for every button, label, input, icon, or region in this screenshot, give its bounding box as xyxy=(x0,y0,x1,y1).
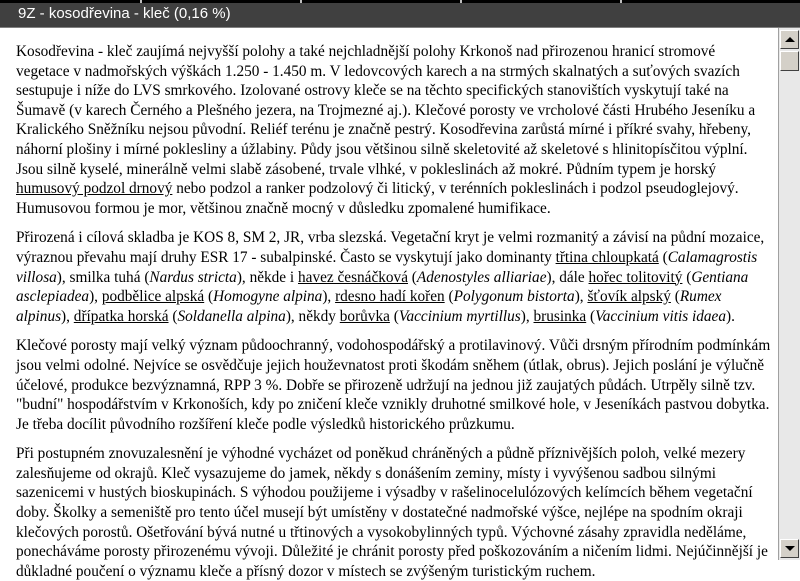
latin-name: Rumex alpinus xyxy=(16,288,722,325)
tab-separator xyxy=(620,0,622,3)
tab-separator xyxy=(460,0,462,3)
window-title: 9Z - kosodřevina - kleč (0,16 %) xyxy=(18,5,231,22)
paragraph-3: Klečové porosty mají velký význam půdoochranný, vodohospodářský a protilavinový. Vůči drsným přírodním podmínkám jsou velmi odolné. Nejvíce se osvědčuje jejich houževnatost proti škodám sněhem (útlak, obrus). Jejich poslání je výlučně účelové, produkce bezvýznamná, RPP 3 %. Dobře se přirozeně udržují na jednou již zaujatých půdách. Utrpěly silně tzv. "budní" hospodářstvím v Krkonoších, kdy po zničení kleče vznikly druhotné smilkové hole, v Jeseníkách pastvou dobytka. Je třeba docílit původního rozšíření kleče podle výsledků historického průzkumu. xyxy=(16,337,771,433)
paragraph-text: ( xyxy=(658,248,668,266)
latin-name: Adenostyles alliariae xyxy=(416,268,547,286)
paragraph-text: ( xyxy=(682,268,692,286)
link-trtina-chloupkata[interactable]: třtina chloupkatá xyxy=(555,248,659,266)
latin-name: Polygonum bistorta xyxy=(453,288,575,306)
paragraph-text: ( xyxy=(670,288,680,306)
tab-separator xyxy=(300,0,302,3)
window-titlebar xyxy=(0,0,800,28)
latin-name: Homogyne alpina xyxy=(213,288,323,306)
latin-name: Soldanella alpina xyxy=(177,307,286,325)
tab-strip xyxy=(0,0,800,3)
paragraph-text: ), smilka tuhá ( xyxy=(56,268,150,286)
paragraph-text: ( xyxy=(389,307,399,325)
paragraph-4: Při postupném znovuzalesnění je výhodné vycházet od poněkud chráněných a půdně příznivějších poloh, velké mezery zalesňujeme od okrajů. Kleč vysazujeme do jamek, někdy s donášením zeminy, místy i vyvýšenou sadbou silnými sazenicemi v hustých bioskupinách. S výhodou použijeme i výsadby v rašelinocelulózových kelímcích během vegetační doby. Školky a semeniště pro tento účel musejí být umístěny v dostatečné nadmořské výšce, nejlépe na spodním okraji klečových porostů. Ošetřování bývá nutné u třtinových a vysokobylinných typů. Výchovné zásahy zpravidla neděláme, ponecháváme porosty přirozenému vývoji. Důležité je chránit porosty před poškozováním a ničením lidmi. Nejúčinnější je důkladné poučení o významu kleče a přísný dozor v místech se zvýšeným turistickým ruchem. xyxy=(16,445,768,580)
paragraph-text: ), xyxy=(89,288,102,306)
paragraph-text: ), dále xyxy=(546,268,589,286)
paragraph-text: ( xyxy=(444,288,454,306)
latin-name: Nardus stricta xyxy=(149,268,237,286)
paragraph-text: ), xyxy=(61,307,74,325)
article-content[interactable] xyxy=(0,28,778,580)
latin-name: Gentiana asclepiadea xyxy=(16,268,749,306)
paragraph-text: ( xyxy=(407,268,417,286)
link-rdesno-hadi-koren[interactable]: rdesno hadí kořen xyxy=(335,288,445,306)
link-boruvka[interactable]: borůvka xyxy=(339,307,390,325)
paragraph-text: ), xyxy=(520,307,534,325)
link-stovik-alpsky[interactable]: šťovík alpský xyxy=(587,288,671,306)
latin-name: Vaccinium myrtillus xyxy=(398,307,521,325)
paragraph-text: nebo podzol a ranker podzolový či litický, v terénních pokleslinách i podzol pseudoglejový. Humusovou formou je mor, většinou značně mocný v důsledku zpomalené humifikace. xyxy=(16,180,739,217)
scroll-down-button[interactable] xyxy=(780,539,799,558)
link-dripatka-horska[interactable]: dřípatka horská xyxy=(73,307,169,325)
paragraph-text: ( xyxy=(204,288,214,306)
paragraph-text: ( xyxy=(168,307,178,325)
link-horec-tolitovity[interactable]: hořec tolitovitý xyxy=(588,268,683,286)
link-havez-cesnackova[interactable]: havez česnáčková xyxy=(298,268,408,286)
paragraph-text: ), xyxy=(322,288,336,306)
paragraph-text: ), někdy xyxy=(285,307,340,325)
paragraph-text: ). xyxy=(725,307,735,325)
vertical-scrollbar[interactable] xyxy=(778,28,800,560)
paragraph-text: ( xyxy=(586,307,596,325)
paragraph-text: Kosodřevina - kleč zaujímá nejvyšší polohy a také nejchladnější polohy Krkonoš nad přirozenou hranicí stromové vegetace v nadmořských výškách 1.250 - 1.450 m. V ledovcových karech a na strmých skalnatých a suťových svazích sestupuje i níže do LVS smrkového. Izolované ostrovy kleče se na těchto specifických stanovištích vyskytují také na Šumavě (v karech Černého a Plešného jezera, na Trojmezné aj.). Klečové porosty ve vrcholové části Hrubého Jeseníku a Kralického Sněžníku nejsou původní. Reliéf terénu je značně pestrý. Kosodřevina zarůstá mírné i příkré svahy, hřebeny, náhorní plošiny i mírné poklesliny a úžlabiny. Půdy jsou většinou silně skeletovité až skeletové s hlinitopísčitou výplní. Jsou silně kyselé, minerálně velmi slabě zásobené, trvale vlhké, v pokleslinách až mokré. Půdním typem je horský xyxy=(16,43,756,178)
paragraph-2 xyxy=(16,228,772,326)
latin-name: Calamagrostis villosa xyxy=(16,248,758,286)
arrow-up-icon xyxy=(785,37,795,42)
latin-name: Vaccinium vitis idaea xyxy=(595,307,726,325)
arrow-down-icon xyxy=(785,546,795,551)
link-brusinka[interactable]: brusinka xyxy=(533,307,587,325)
scrollbar-thumb[interactable] xyxy=(780,51,799,71)
paragraph-1 xyxy=(16,42,772,218)
tab-separator xyxy=(140,0,142,3)
link-podbelice-alpska[interactable]: podbělice alpská xyxy=(101,288,205,306)
scroll-up-button[interactable] xyxy=(780,30,799,49)
paragraph-text: ), někde i xyxy=(236,268,298,286)
link-humusovy-podzol-drnovy[interactable]: humusový podzol drnový xyxy=(16,180,173,198)
paragraph-text: Přirozená i cílová skladba je KOS 8, SM 2, JR, vrba slezská. Vegetační kryt je velmi rozmanitý a závisí na půdní mozaice, výraznou převahu mají druhy ESR 17 - subalpinské. Často se vyskytují jako dominanty xyxy=(16,229,765,266)
paragraph-text: ), xyxy=(574,288,588,306)
